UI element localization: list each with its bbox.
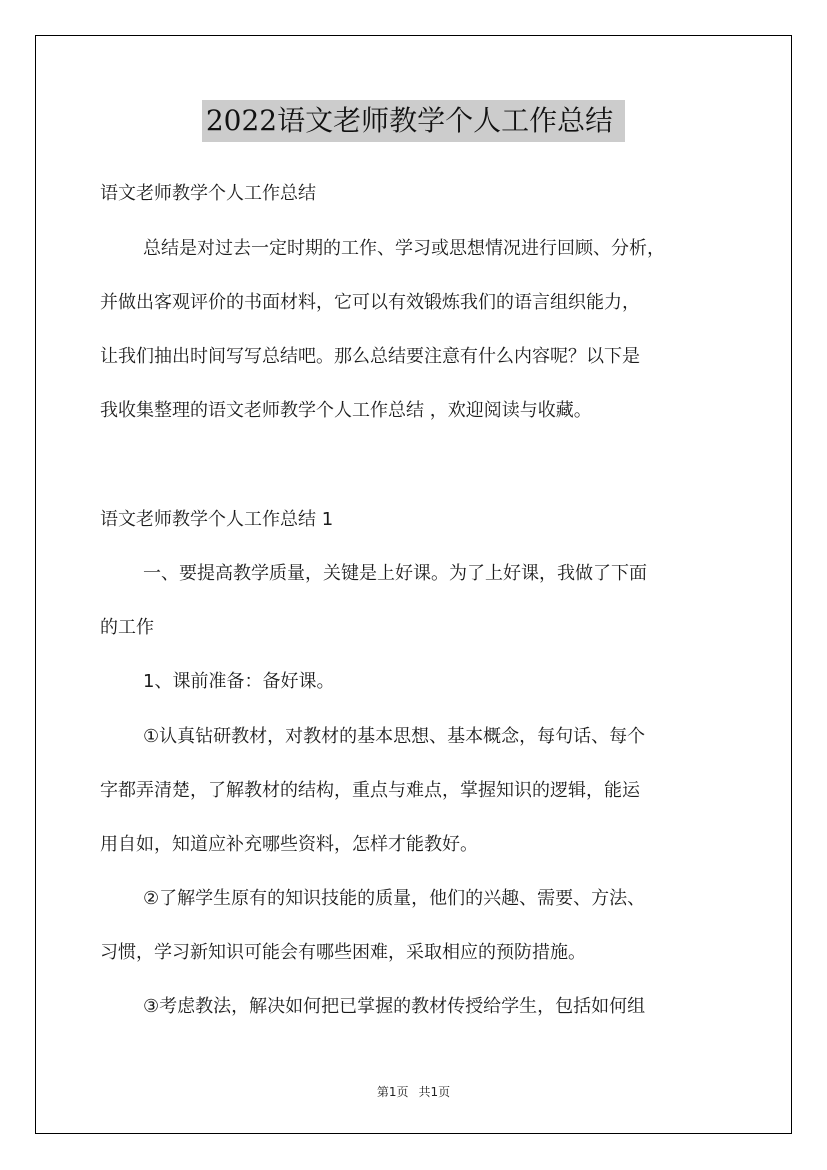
body-line-7: ②了解学生原有的知识技能的质量，他们的兴趣、需要、方法、	[143, 888, 646, 909]
intro-line-4: 我收集整理的语文老师教学个人工作总结 ，欢迎阅读与收藏。	[100, 400, 592, 421]
page-number: 第1页	[376, 1085, 409, 1099]
body-line-6: 用自如，知道应补充哪些资料，怎样才能教好。	[100, 834, 478, 855]
body-line-9: ③考虑教法，解决如何把已掌握的教材传授给学生，包括如何组	[143, 996, 646, 1017]
title-container	[0, 100, 827, 142]
page-footer	[0, 1084, 827, 1100]
page-total: 共1页	[418, 1085, 451, 1099]
section-heading: 语文老师教学个人工作总结 1	[100, 509, 334, 530]
body-line-3: 1、课前准备：备好课。	[143, 671, 335, 692]
document-subtitle: 语文老师教学个人工作总结	[100, 183, 316, 204]
intro-line-2: 并做出客观评价的书面材料，它可以有效锻炼我们的语言组织能力，	[100, 292, 640, 313]
intro-line-3: 让我们抽出时间写写总结吧。那么总结要注意有什么内容呢？以下是	[100, 346, 640, 367]
body-line-5: 字都弄清楚，了解教材的结构，重点与难点，掌握知识的逻辑，能运	[100, 780, 640, 801]
body-line-2: 的工作	[100, 617, 154, 638]
document-title: 2022语文老师教学个人工作总结	[202, 100, 625, 142]
intro-line-1: 总结是对过去一定时期的工作、学习或思想情况进行回顾、分析，	[143, 238, 665, 259]
body-line-4: ①认真钻研教材，对教材的基本思想、基本概念，每句话、每个	[143, 726, 646, 747]
body-line-1: 一、要提高教学质量，关键是上好课。为了上好课，我做了下面	[143, 563, 647, 584]
body-line-8: 习惯，学习新知识可能会有哪些困难，采取相应的预防措施。	[100, 942, 586, 963]
